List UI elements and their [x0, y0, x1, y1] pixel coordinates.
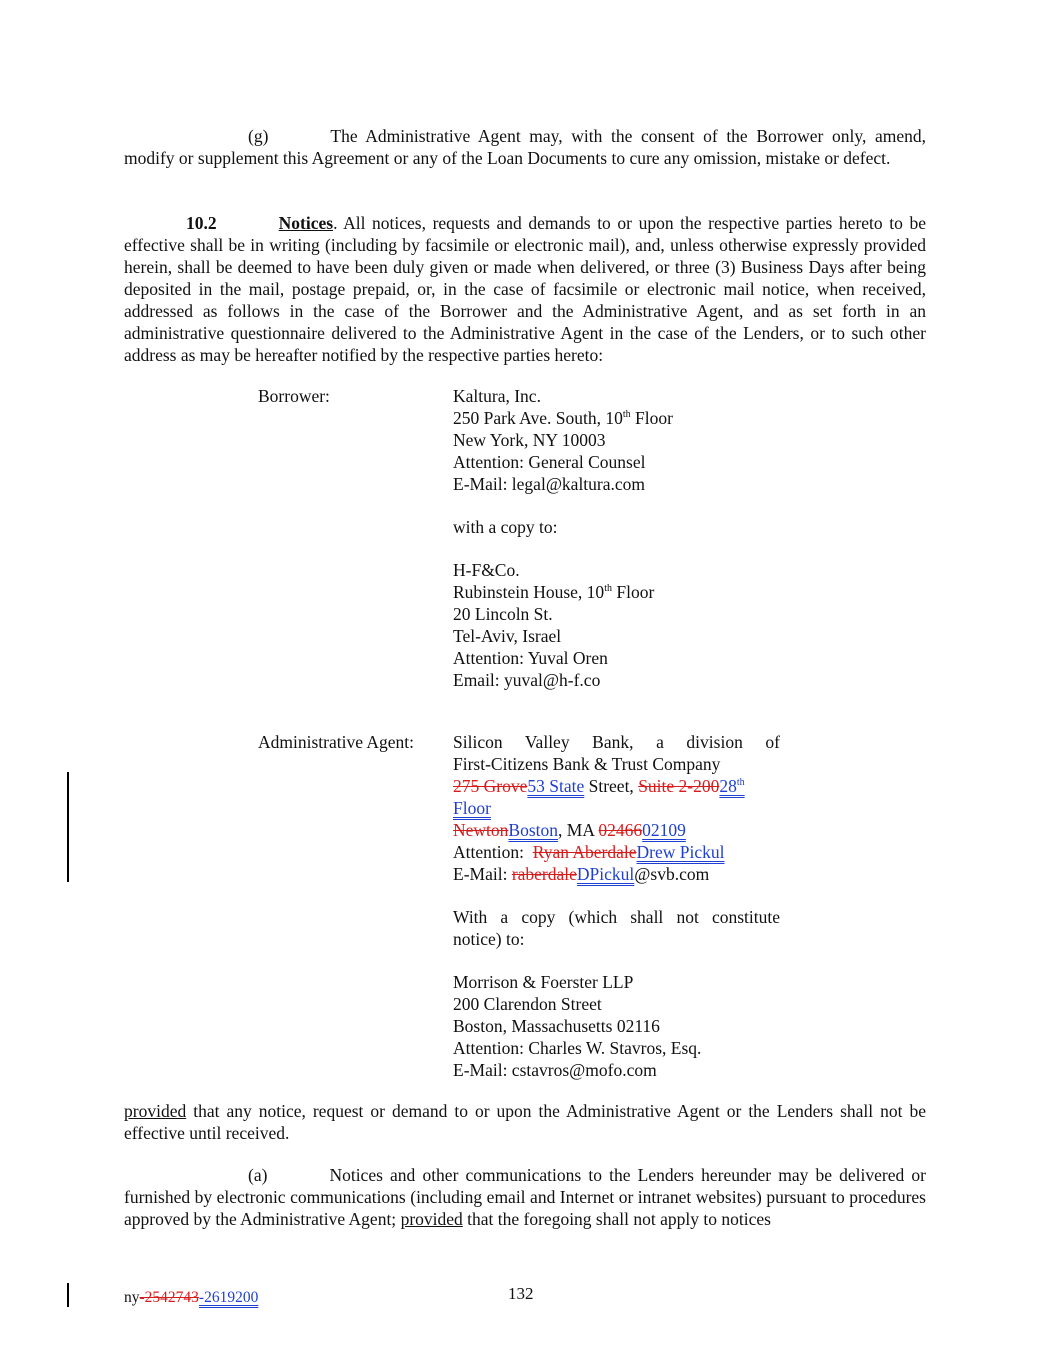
page-number: 132 [508, 1284, 534, 1303]
borrower-copy-name: H-F&Co. [453, 560, 520, 580]
agent-label: Administrative Agent: [258, 732, 415, 752]
deleted-text: Ryan Aberdale [532, 842, 637, 862]
agent-street-line: 275 Grove53 State Street, Suite 2-20028th [453, 776, 745, 796]
borrower-email: E-Mail: legal@kaltura.com [453, 474, 646, 494]
section-heading: Notices [278, 213, 334, 233]
borrower-copy-attention: Attention: Yuval Oren [453, 648, 608, 668]
provided-word: provided [124, 1101, 187, 1121]
paragraph-a-text: Notices and other communications to the Lenders hereunder may be delivered or furnished by electronic communications (including email and Internet or intranet websites) pursuant to procedures approved by the Administrative Agent; [124, 1165, 926, 1229]
agent-attention-line: Attention: Ryan AberdaleDrew Pickul [453, 842, 725, 862]
inserted-text: 53 State [527, 776, 585, 796]
agent-copy-city: Boston, Massachusetts 02116 [453, 1016, 660, 1036]
paragraph-g-text: The Administrative Agent may, with the consent of the Borrower only, amend, modify or supplement this Agreement or any of the Loan Documents to cure any omission, mistake or defect. [124, 126, 926, 168]
revision-change-bar [67, 772, 69, 882]
revision-change-bar [67, 1283, 69, 1307]
section-10-2 [124, 212, 926, 366]
paragraph-g [124, 125, 926, 169]
proviso-text: that any notice, request or demand to or upon the Administrative Agent or the Lenders shall not be effective until received. [124, 1101, 926, 1143]
section-text: . All notices, requests and demands to or upon the respective parties hereto to be effective shall be in writing (including by facsimile or electronic mail), and, unless otherwise expressly provided herein, shall be deemed to have been duly given or made when delivered, or three (3) Business Days after being deposited in the mail, postage prepaid, or, in the case of facsimile or electronic mail notice, when received, addressed as follows in the case of the Borrower and the Administrative Agent, and as set forth in an administrative questionnaire delivered to the Administrative Agent in the case of the Lenders, or to such other address as may be hereafter notified by the respective parties hereto: [124, 213, 926, 365]
agent-name-line-1: Silicon Valley Bank, a division of [453, 732, 780, 752]
borrower-city: New York, NY 10003 [453, 430, 606, 450]
agent-floor-line [453, 797, 780, 819]
borrower-copy-address-line: Rubinstein House, 10th Floor [453, 582, 655, 602]
inserted-text: Drew Pickul [636, 842, 725, 862]
agent-copy-name: Morrison & Foerster LLP [453, 972, 634, 992]
inserted-text: Boston [508, 820, 559, 840]
deleted-text: Newton [453, 820, 509, 840]
document-id: ny-2542743-2619200 [124, 1289, 259, 1306]
deleted-text: 02466 [598, 820, 643, 840]
agent-copy-attention: Attention: Charles W. Stavros, Esq. [453, 1038, 702, 1058]
agent-email-line: E-Mail: raberdaleDPickul@svb.com [453, 864, 710, 884]
agent-copy-line-1: With a copy (which shall not constitute [453, 907, 780, 927]
borrower-attention: Attention: General Counsel [453, 452, 646, 472]
inserted-text: -2619200 [198, 1289, 259, 1306]
agent-name-line-2: First-Citizens Bank & Trust Company [453, 754, 721, 774]
inserted-text: Floor [453, 798, 491, 818]
inserted-text: DPickul [576, 864, 635, 884]
borrower-address-block [453, 385, 780, 691]
deleted-text: 275 Grove [453, 776, 528, 796]
agent-city-line: NewtonBoston, MA 0246602109 [453, 820, 686, 840]
inserted-text: 02109 [642, 820, 686, 840]
borrower-copy-city: Tel-Aviv, Israel [453, 626, 562, 646]
borrower-copy-street: 20 Lincoln St. [453, 604, 553, 624]
agent-address-block [453, 731, 780, 1081]
borrower-copy-to: with a copy to: [453, 517, 558, 537]
paragraph-a-marker: (a) [248, 1165, 268, 1185]
inserted-text: 28th [719, 776, 745, 796]
agent-copy-line-2: notice) to: [453, 929, 525, 949]
agent-copy-email: E-Mail: cstavros@mofo.com [453, 1060, 657, 1080]
deleted-text: -2542743 [139, 1289, 199, 1306]
section-number: 10.2 [186, 213, 217, 233]
proviso-paragraph [124, 1100, 926, 1144]
borrower-address-line: 250 Park Ave. South, 10th Floor [453, 408, 673, 428]
paragraph-a [124, 1164, 926, 1230]
borrower-copy-email: Email: yuval@h-f.co [453, 670, 601, 690]
paragraph-g-marker: (g) [248, 126, 269, 146]
borrower-label: Borrower: [258, 386, 330, 406]
borrower-name: Kaltura, Inc. [453, 386, 541, 406]
provided-word: provided [400, 1209, 463, 1229]
paragraph-a-text-end: that the foregoing shall not apply to notices [462, 1209, 771, 1229]
deleted-text: Suite 2-200 [638, 776, 720, 796]
agent-copy-street: 200 Clarendon Street [453, 994, 602, 1014]
deleted-text: raberdale [511, 864, 577, 884]
